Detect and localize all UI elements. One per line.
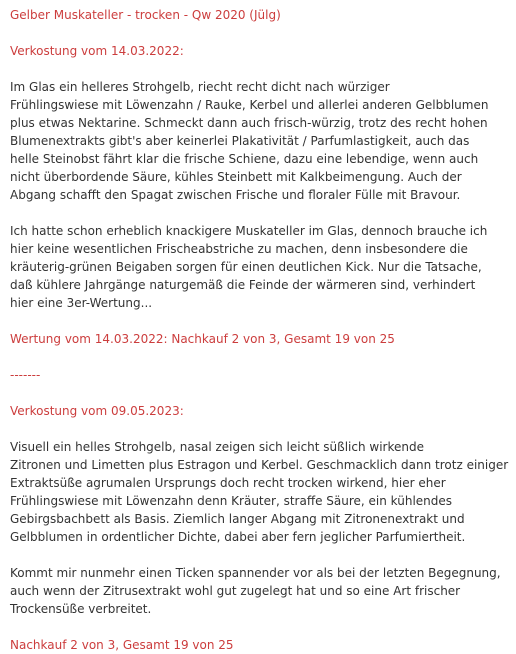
text-line: daß kühlere Jahrgänge naturgemäß die Feinde der wärmeren sind, verhindert: [10, 278, 476, 292]
spacer: [10, 420, 510, 438]
text-line: nicht überbordende Säure, kühles Steinbett mit Kalkbeimengung. Auch der: [10, 170, 462, 184]
spacer: [10, 546, 510, 564]
text-line: kräuterig-grünen Beigaben sorgen für einen deutlichen Kick. Nur die Tatsache,: [10, 260, 482, 274]
wine-title: Gelber Muskateller - trocken - Qw 2020 (Jülg): [10, 8, 281, 22]
text-line: Frühlingswiese mit Löwenzahn denn Kräuter, straffe Säure, ein kühlendes: [10, 494, 453, 508]
rating-1: Wertung vom 14.03.2022: Nachkauf 2 von 3, Gesamt 19 von 25: [10, 332, 395, 346]
spacer: [10, 24, 510, 42]
text-line: Im Glas ein helleres Strohgelb, riecht recht dicht nach würziger: [10, 80, 390, 94]
text-line: Abgang schafft den Spagat zwischen Frische und floraler Fülle mit Bravour.: [10, 188, 461, 202]
tasting-heading-2: Verkostung vom 09.05.2023:: [10, 404, 184, 418]
text-line: Gebirgsbachbett als Basis. Ziemlich langer Abgang mit Zitronenextrakt und: [10, 512, 465, 526]
text-line: Zitronen und Limetten plus Estragon und Kerbel. Geschmacklich dann trotz einiger: [10, 458, 509, 472]
rating-2: Nachkauf 2 von 3, Gesamt 19 von 25: [10, 638, 234, 652]
spacer: [10, 348, 510, 366]
text-line: Frühlingswiese mit Löwenzahn / Rauke, Kerbel und allerlei anderen Gelbblumen: [10, 98, 489, 112]
text-line: plus etwas Nektarine. Schmeckt dann auch frisch-würzig, trotz des recht hohen: [10, 116, 488, 130]
text-line: Kommt mir nunmehr einen Ticken spannender vor als bei der letzten Begegnung,: [10, 566, 501, 580]
text-line: Extraktsüße agrumalen Ursprungs doch recht trocken wirkend, hier eher: [10, 476, 446, 490]
tasting-note: [10, 6, 510, 654]
text-line: auch wenn der Zitrusextrakt wohl gut zugelegt hat und so eine Art frischer: [10, 584, 461, 598]
text-line: Trockensüße verbreitet.: [10, 602, 152, 616]
tasting-heading-1: Verkostung vom 14.03.2022:: [10, 44, 184, 58]
spacer: [10, 312, 510, 330]
spacer: [10, 384, 510, 402]
text-line: Blumenextrakts gibt's aber keinerlei Plakativität / Parfumlastigkeit, auch das: [10, 134, 470, 148]
text-line: helle Steinobst fährt klar die frische Schiene, dazu eine lebendige, wenn auch: [10, 152, 479, 166]
spacer: [10, 618, 510, 636]
separator: -------: [10, 368, 41, 382]
text-line: Visuell ein helles Strohgelb, nasal zeigen sich leicht süßlich wirkende: [10, 440, 424, 454]
text-line: Gelbblumen in ordentlicher Dichte, dabei aber fern jeglicher Parfumiertheit.: [10, 530, 466, 544]
tasting-1-paragraph-1: [10, 78, 510, 204]
spacer: [10, 204, 510, 222]
text-line: Ich hatte schon erheblich knackigere Muskateller im Glas, dennoch brauche ich: [10, 224, 488, 238]
tasting-1-paragraph-2: [10, 222, 510, 312]
tasting-2-paragraph-1: [10, 438, 510, 546]
tasting-2-paragraph-2: [10, 564, 510, 618]
text-line: hier eine 3er-Wertung...: [10, 296, 153, 310]
text-line: hier keine wesentlichen Frischeabstriche zu machen, denn insbesondere die: [10, 242, 468, 256]
spacer: [10, 60, 510, 78]
